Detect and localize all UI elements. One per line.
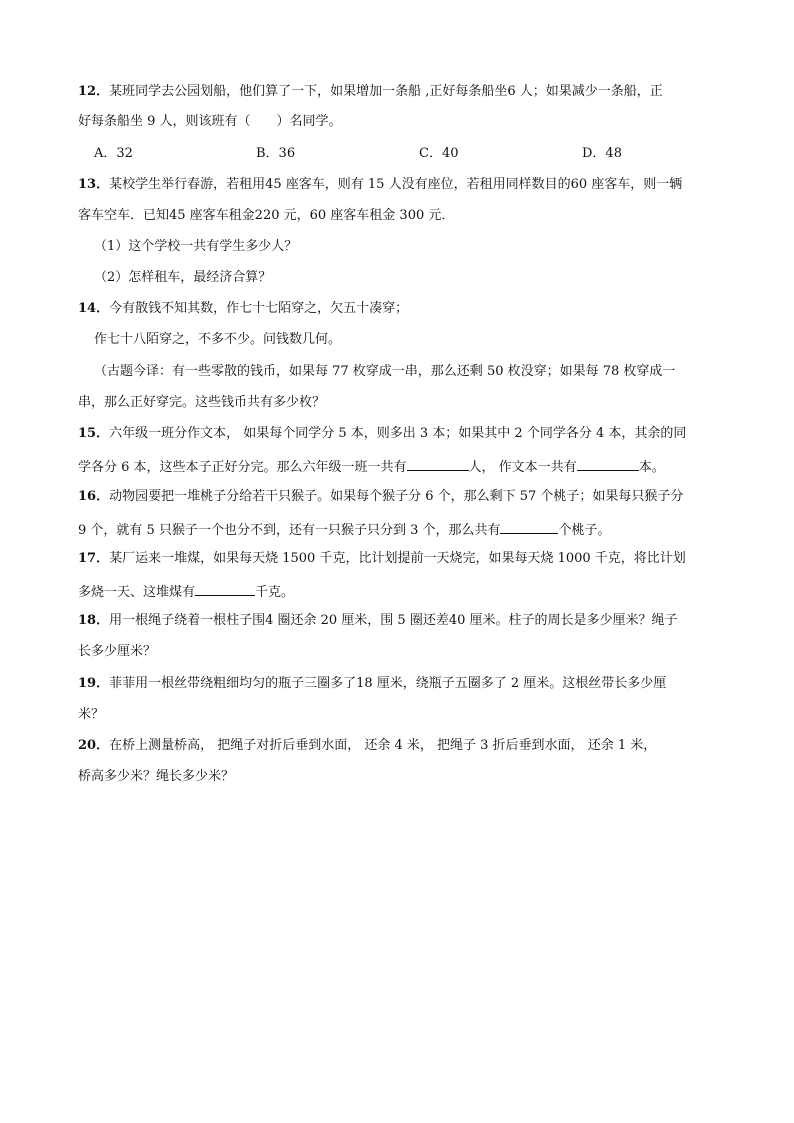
answer-blank[interactable] <box>195 581 255 596</box>
question-text: 今有散钱不知其数，作七十七陌穿之，欠五十凑穿； <box>109 301 409 316</box>
question-15-line-2 <box>78 456 665 477</box>
question-12-line-2: 好每条船坐 9 人，则该班有（ ）名同学。 <box>78 114 342 129</box>
question-text: 某班同学去公园划船，他们算了一下，如果增加一条船 ,正好每条船坐6 人；如果减少一条船，正 <box>109 84 663 99</box>
question-16-line-2 <box>78 519 611 540</box>
question-19-line-1 <box>78 675 666 693</box>
question-19-line-2: 米？ <box>78 707 105 722</box>
question-text: 六年级一班分作文本， 如果每个同学分 5 本，则多出 3 本；如果其中 2 个同学各分 4 本，其余的同 <box>109 426 687 441</box>
question-number: 18． <box>78 613 110 628</box>
question-18-line-1 <box>78 612 678 630</box>
question-text: 在桥上测量桥高， 把绳子对折后垂到水面， 还余 4 米， 把绳子 3 折后垂到水面， 还余 1 米， <box>109 738 657 753</box>
question-text: 菲菲用一根丝带绕粗细均匀的瓶子三圈多了18 厘米，绕瓶子五圈多了 2 厘米。这根丝带长多少厘 <box>109 676 667 691</box>
question-12-line-1 <box>78 83 663 101</box>
question-17-line-2 <box>78 581 294 602</box>
question-number: 19． <box>78 676 110 691</box>
question-text: 个桃子。 <box>558 523 611 538</box>
option-c: C．40 <box>419 146 459 161</box>
question-text: 学各分 6 本，这些本子正好分完。那么六年级一班一共有 <box>78 460 407 475</box>
question-text: 9 个，就有 5 只猴子一个也分不到，还有一只猴子只分到 3 个，那么共有 <box>78 523 501 538</box>
question-13-line-1 <box>78 176 682 194</box>
question-18-line-2: 长多少厘米？ <box>78 644 157 659</box>
question-number: 15． <box>78 426 110 441</box>
question-13-sub-1: （1）这个学校一共有学生多少人？ <box>94 239 298 254</box>
question-number: 13． <box>78 177 110 192</box>
question-20-line-1 <box>78 737 656 755</box>
question-20-line-2: 桥高多少米？绳长多少米？ <box>78 769 235 784</box>
question-14-line-1 <box>78 300 408 318</box>
question-13-line-2: 客车空车．已知45 座客车租金220 元，60 座客车租金 300 元． <box>78 208 455 223</box>
question-number: 16． <box>78 489 110 504</box>
question-text: 用一根绳子绕着一根柱子围4 圈还余 20 厘米，围 5 圈还差40 厘米。柱子的周长是多少厘米？绳子 <box>109 613 678 628</box>
question-16-line-1 <box>78 488 683 506</box>
question-text: 本。 <box>638 460 665 475</box>
question-17-line-1 <box>78 550 686 568</box>
question-number: 17． <box>78 551 110 566</box>
question-text: 多烧一天、这堆煤有 <box>78 585 196 600</box>
option-a: A．32 <box>94 146 133 161</box>
question-text: 人， 作文本一共有 <box>468 460 577 475</box>
question-14-line-4: 串，那么正好穿完。这些钱币共有多少枚？ <box>78 395 326 410</box>
question-15-line-1 <box>78 425 686 443</box>
answer-blank[interactable] <box>407 456 469 471</box>
option-b: B．36 <box>256 146 296 161</box>
question-number: 20． <box>78 738 110 753</box>
question-number: 12． <box>78 84 110 99</box>
answer-blank[interactable] <box>577 456 639 471</box>
question-text: 千克。 <box>255 585 295 600</box>
answer-blank[interactable] <box>500 519 558 534</box>
question-14-line-3: （古题今译：有一些零散的钱币，如果每 77 枚穿成一串，那么还剩 50 枚没穿；如果每 78 枚穿成一 <box>94 364 676 379</box>
question-14-line-2: 作七十八陌穿之，不多不少。问钱数几何。 <box>94 332 342 347</box>
question-text: 某校学生举行春游，若租用45 座客车，则有 15 人没有座位，若租用同样数目的60 座客车，则一辆 <box>109 177 683 192</box>
option-d: D．48 <box>582 146 622 161</box>
question-number: 14． <box>78 301 110 316</box>
question-13-sub-2: （2）怎样租车，最经济合算？ <box>94 270 272 285</box>
question-text: 动物园要把一堆桃子分给若干只猴子。如果每个猴子分 6 个，那么剩下 57 个桃子；如果每只猴子分 <box>109 489 684 504</box>
question-text: 某厂运来一堆煤，如果每天烧 1500 千克，比计划提前一天烧完，如果每天烧 1000 千克，将比计划 <box>109 551 686 566</box>
